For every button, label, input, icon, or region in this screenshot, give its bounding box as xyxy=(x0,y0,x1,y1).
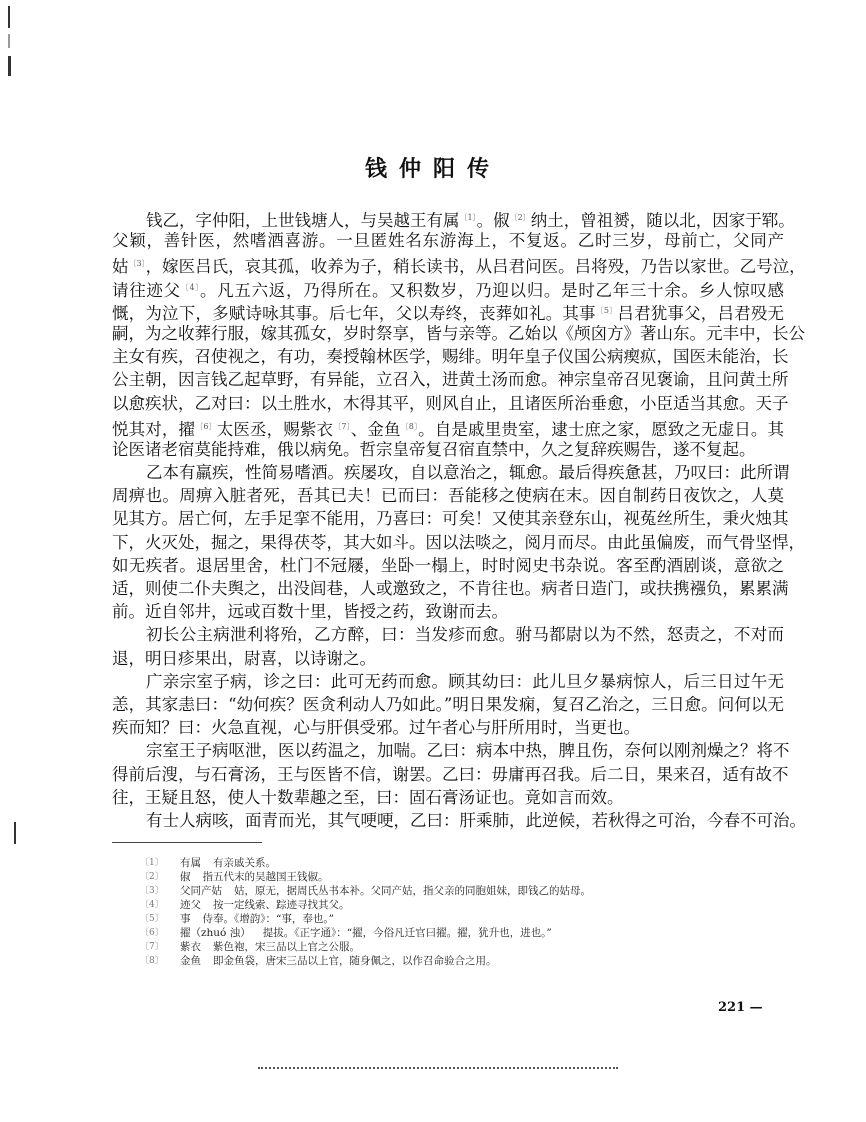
footnote xyxy=(140,856,780,870)
paragraph-line: 往，王疑且怒，使人十数辈趣之至，曰：固石膏汤证也。竟如言而效。 xyxy=(112,787,624,807)
footnote-text: 侍奉。《增韵》：“事，奉也。” xyxy=(202,913,334,925)
paragraph-line: 如无疾者。退居里舍，杜门不冠屦，坐卧一榻上，时时阅史书杂说。客至酌酒剧谈，意欲之 xyxy=(112,555,784,575)
footnotes xyxy=(140,856,780,968)
paragraph-line: 广亲宗室子病，诊之曰：此可无药而愈。顾其幼曰：此儿旦夕暴病惊人，后三日过午无 xyxy=(146,671,784,691)
paragraph-line: 姑$^{〔3〕}$，嫁医吕氏，哀其孤，收养为子，稍长读书，从吕君问医。吕将殁，乃告以家世。乙号泣， xyxy=(112,257,806,277)
footnote-term: 俶 xyxy=(180,871,191,883)
paragraph-line: 父颖，善针医，然嗜酒喜游。一旦匿姓名东游海上，不复返。乙时三岁，母前亡，父同产 xyxy=(112,231,784,251)
scan-artifact xyxy=(8,56,11,76)
paragraph-line: 主女有疾，召使视之，有功，奏授翰林医学，赐绯。明年皇子仪国公病瘈疭，国医未能治，长 xyxy=(112,347,789,367)
paragraph-line: 论医诸老宿莫能持难，俄以病免。哲宗皇帝复召宿直禁中，久之复辞疾赐告，遂不复起。 xyxy=(112,439,756,459)
footnote xyxy=(140,898,780,912)
footnote-marker: 〔3〕 xyxy=(128,259,146,269)
footnote xyxy=(140,912,780,926)
footnote xyxy=(140,926,780,940)
footnote-text: 紫色袍，宋三品以上官之公服。 xyxy=(213,941,360,953)
footnote-num: 〔8〕 xyxy=(140,956,164,966)
footnote-num: 〔5〕 xyxy=(140,914,164,924)
paragraph-line: 嗣，为之收葬行服，嫁其孤女，岁时祭享，皆与亲等。乙始以《颅囟方》著山东。元丰中，长公 xyxy=(112,323,805,343)
footnote-text: 按一定线索、踪迹寻找其父。 xyxy=(213,899,350,911)
footnote-term: 擢（zhuó 浊） xyxy=(180,927,251,939)
paragraph-line: 有士人病咳，面青而光，其气哽哽，乙曰：肝乘肺，此逆候，若秋得之可治，今春不可治。 xyxy=(146,810,806,830)
footnote xyxy=(140,954,780,968)
footnote-num: 〔1〕 xyxy=(140,858,164,868)
footnote xyxy=(140,940,780,954)
paragraph-line: 周痹也。周痹入脏者死，吾其已夫！已而曰：吾能移之使病在末。因自制药日夜饮之，人莫 xyxy=(112,486,784,506)
footnote-term: 紫衣 xyxy=(180,941,201,953)
paragraph-line: 疾而知？曰：火急直视，心与肝俱受邪。过午者心与肝所用时，当更也。 xyxy=(112,718,640,738)
footnote-marker: 〔7〕 xyxy=(333,421,351,431)
paragraph-line: 见其方。居亡何，左手足挛不能用，乃喜曰：可矣！又使其亲登东山，视菟丝所生，秉火烛其 xyxy=(112,509,789,529)
bottom-scan-line xyxy=(258,1067,618,1069)
footnote-term: 迹父 xyxy=(180,899,201,911)
footnote-text: 指五代末的吴越国王钱俶。 xyxy=(202,871,329,883)
paragraph-line: 乙本有羸疾，性简易嗜酒。疾屡攻，自以意治之，辄愈。最后得疾惫甚，乃叹曰：此所谓 xyxy=(146,463,790,483)
footnote-marker: 〔5〕 xyxy=(595,305,618,315)
paragraph-line: 适，则使二仆夫舆之，出没闾巷，人或邀致之，不肯往也。病者日造门，或扶携襁负，累累满 xyxy=(112,579,789,598)
paragraph-line: 公主朝，因言钱乙起草野，有异能，立召入，进黄土汤而愈。神宗皇帝召见褒谕，且问黄土所 xyxy=(112,370,789,390)
paragraph-line: 下，火灭处，掘之，果得茯苓，其大如斗。因以法啖之，阅月而尽。由此虽偏废，而气骨坚悍， xyxy=(112,532,805,552)
footnote-divider xyxy=(112,842,262,843)
paragraph-line: 请往迹父$^{〔4〕}$。凡五六返，乃得所在。又积数岁，乃迎以归。是时乙年三十余。乡人惊叹感 xyxy=(112,280,785,300)
footnote-marker: 〔6〕 xyxy=(195,421,217,431)
paragraph-line: 钱乙，字仲阳，上世钱塘人，与吴越王有属$^{〔1〕}$。俶$^{〔2〕}$纳土，曾祖赟，随以北，因家于郓。 xyxy=(146,211,795,230)
footnote-marker: 〔8〕 xyxy=(400,421,419,431)
paragraph-line: 悦其对，擢$^{〔6〕}$太医丞，赐紫衣$^{〔7〕}$、金鱼$^{〔8〕}$。自是戚里贵室，逮士庶之家，愿致之无虚日。其 xyxy=(112,419,785,439)
paragraph-line: 恙，其家恚曰：“幼何疾？医贪利动人乃如此。”明日果发痫，复召乙治之，三日愈。问何以无 xyxy=(112,694,784,714)
footnote-term: 父同产姑 xyxy=(180,885,222,897)
footnote-term: 金鱼 xyxy=(180,955,201,967)
page-number: 221 — xyxy=(718,1000,763,1015)
footnote-term: 有属 xyxy=(180,857,201,869)
footnote-marker: 〔4〕 xyxy=(180,282,200,292)
paragraph-line: 退，明日疹果出，尉喜，以诗谢之。 xyxy=(112,648,376,668)
scan-artifact xyxy=(14,822,16,844)
footnote-text: 即金鱼袋，唐宋三品以上官，随身佩之，以作召命验合之用。 xyxy=(213,955,497,967)
footnote-num: 〔4〕 xyxy=(140,900,164,910)
footnote-text: 姑，原无，据周氏丛书本补。父同产姑，指父亲的同胞姐妹，即钱乙的姑母。 xyxy=(234,885,591,897)
paragraph-line: 慨，为泣下，多赋诗咏其事。后七年，父以寿终，丧葬如礼。其事$^{〔5〕}$吕君犹事父，吕君殁无 xyxy=(112,303,785,323)
footnote-marker: 〔2〕 xyxy=(509,213,531,222)
main-text xyxy=(112,206,806,832)
footnote-num: 〔3〕 xyxy=(140,886,164,896)
footnote-term: 事 xyxy=(180,913,191,925)
paragraph-line: 得前后溲，与石膏汤，王与医皆不信，谢罢。乙曰：毋庸再召我。后二日，果来召，适有故不 xyxy=(112,764,789,784)
paragraph-line: 宗室王子病呕泄，医以药温之，加喘。乙曰：病本中热，脾且伤，奈何以刚剂燥之？将不 xyxy=(146,741,790,761)
paragraph-line: 以愈疾状，乙对曰：以土胜水，木得其平，则风自止，且诸医所治垂愈，小臣适当其愈。天子 xyxy=(112,393,789,413)
footnote-text: 有亲戚关系。 xyxy=(213,857,276,869)
footnote-marker: 〔1〕 xyxy=(459,213,477,222)
scan-artifact xyxy=(8,6,10,28)
footnote-num: 〔2〕 xyxy=(140,872,164,882)
footnote xyxy=(140,884,780,898)
page-title: 钱仲阳传 xyxy=(364,157,501,182)
paragraph-line: 初长公主病泄利将殆，乙方醉，曰：当发疹而愈。驸马都尉以为不然，怒责之，不对而 xyxy=(146,625,784,645)
footnote-num: 〔7〕 xyxy=(140,942,164,952)
footnote xyxy=(140,870,780,884)
paragraph-line: 前。近自邻井，远或百数十里，皆授之药，致谢而去。 xyxy=(112,602,508,622)
scan-artifact xyxy=(8,34,10,48)
footnote-num: 〔6〕 xyxy=(140,928,164,938)
footnote-text: 提拔。《正字通》：“擢，今俗凡迁官曰擢。擢，犹升也，进也。” xyxy=(262,927,552,939)
